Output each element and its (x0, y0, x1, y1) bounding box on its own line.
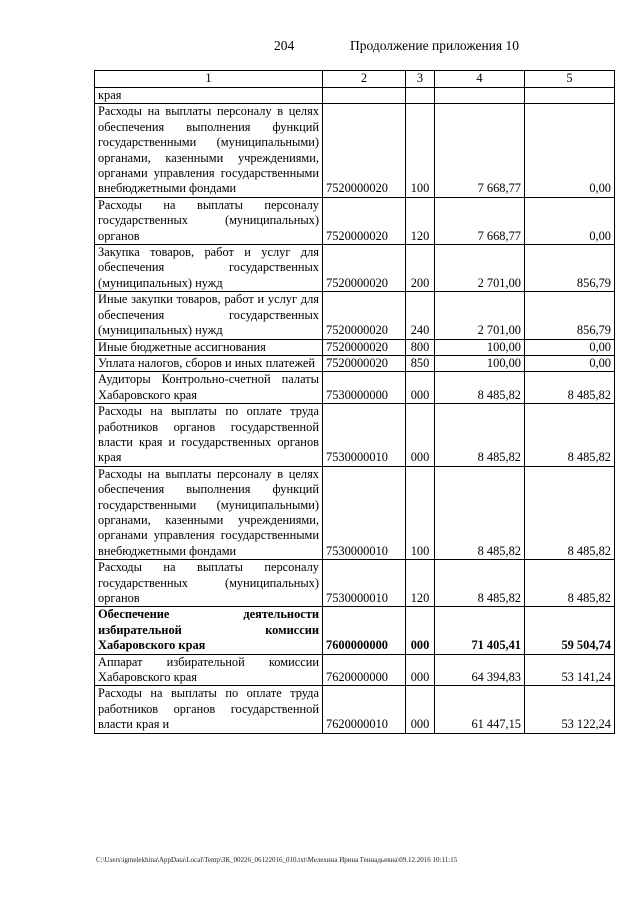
row-vr-cell (406, 88, 435, 104)
row-amount-cell: 71 405,41 (435, 607, 525, 654)
page-title: Продолжение приложения 10 (350, 38, 520, 53)
row-vr-cell: 120 (406, 197, 435, 244)
row-amount-cell: 8 485,82 (435, 404, 525, 467)
row-amount-cell: 0,00 (525, 197, 615, 244)
row-name-cell: края (95, 88, 323, 104)
row-name-cell: Уплата налогов, сборов и иных платежей (95, 355, 323, 371)
row-vr-cell: 000 (406, 404, 435, 467)
row-amount-cell: 64 394,83 (435, 654, 525, 686)
row-name-cell: Закупка товаров, работ и услуг для обеспечения государственных (муниципальных) нужд (95, 245, 323, 292)
row-vr-cell: 240 (406, 292, 435, 339)
row-code-cell: 7520000020 (323, 339, 406, 355)
row-amount-cell: 0,00 (525, 355, 615, 371)
page-number: 204 (274, 38, 295, 53)
table-row (95, 355, 615, 371)
row-code-cell: 7530000010 (323, 560, 406, 607)
row-name-cell: Аудиторы Контрольно-счетной палаты Хабаровского края (95, 372, 323, 404)
page-header (0, 38, 640, 56)
row-amount-cell: 53 141,24 (525, 654, 615, 686)
row-code-cell: 7520000020 (323, 292, 406, 339)
column-header: 4 (435, 71, 525, 88)
table-row (95, 88, 615, 104)
row-name-cell: Расходы на выплаты по оплате труда работников органов государственной власти края и (95, 686, 323, 733)
row-name-cell: Расходы на выплаты по оплате труда работников органов государственной власти края и государственных органов края (95, 404, 323, 467)
row-amount-cell (435, 88, 525, 104)
row-amount-cell: 100,00 (435, 339, 525, 355)
table-row (95, 292, 615, 339)
row-amount-cell: 0,00 (525, 339, 615, 355)
row-name-cell: Обеспечение деятельности избирательной комиссии Хабаровского края (95, 607, 323, 654)
table-row (95, 197, 615, 244)
row-vr-cell: 100 (406, 104, 435, 197)
table-row (95, 245, 615, 292)
row-amount-cell: 2 701,00 (435, 292, 525, 339)
row-code-cell: 7520000020 (323, 104, 406, 197)
row-code-cell: 7600000000 (323, 607, 406, 654)
row-amount-cell: 61 447,15 (435, 686, 525, 733)
row-name-cell: Расходы на выплаты персоналу государственных (муниципальных) органов (95, 560, 323, 607)
row-code-cell: 7530000010 (323, 466, 406, 559)
row-name-cell: Аппарат избирательной комиссии Хабаровского края (95, 654, 323, 686)
table-row (95, 686, 615, 733)
row-vr-cell: 000 (406, 607, 435, 654)
row-code-cell: 7520000020 (323, 355, 406, 371)
row-amount-cell: 856,79 (525, 245, 615, 292)
row-code-cell: 7520000020 (323, 245, 406, 292)
column-header: 2 (323, 71, 406, 88)
row-amount-cell: 8 485,82 (435, 466, 525, 559)
column-header: 5 (525, 71, 615, 88)
row-code-cell (323, 88, 406, 104)
row-vr-cell: 000 (406, 654, 435, 686)
table-row (95, 372, 615, 404)
row-amount-cell: 8 485,82 (435, 560, 525, 607)
row-code-cell: 7530000010 (323, 404, 406, 467)
budget-table (94, 70, 615, 734)
row-vr-cell: 850 (406, 355, 435, 371)
row-vr-cell: 200 (406, 245, 435, 292)
row-amount-cell: 856,79 (525, 292, 615, 339)
row-amount-cell: 53 122,24 (525, 686, 615, 733)
row-amount-cell: 8 485,82 (525, 466, 615, 559)
row-amount-cell: 100,00 (435, 355, 525, 371)
row-amount-cell (525, 88, 615, 104)
row-name-cell: Иные закупки товаров, работ и услуг для обеспечения государственных (муниципальных) нужд (95, 292, 323, 339)
row-vr-cell: 000 (406, 686, 435, 733)
table-header-row (95, 71, 615, 88)
column-header: 3 (406, 71, 435, 88)
row-name-cell: Расходы на выплаты персоналу в целях обеспечения выполнения функций государственными (муниципальными) органами, казенными учреждениями, органами управления государственными внебюджетными фондами (95, 104, 323, 197)
row-name-cell: Расходы на выплаты персоналу государственных (муниципальных) органов (95, 197, 323, 244)
row-name-cell: Расходы на выплаты персоналу в целях обеспечения выполнения функций государственными (муниципальными) органами, казенными учреждениями, органами управления государственными внебюджетными фондами (95, 466, 323, 559)
table-row (95, 339, 615, 355)
row-amount-cell: 7 668,77 (435, 197, 525, 244)
table-row (95, 466, 615, 559)
row-amount-cell: 8 485,82 (525, 404, 615, 467)
row-vr-cell: 120 (406, 560, 435, 607)
row-amount-cell: 8 485,82 (435, 372, 525, 404)
row-amount-cell: 7 668,77 (435, 104, 525, 197)
row-code-cell: 7520000020 (323, 197, 406, 244)
row-amount-cell: 59 504,74 (525, 607, 615, 654)
row-code-cell: 7620000010 (323, 686, 406, 733)
table-row (95, 654, 615, 686)
row-code-cell: 7530000000 (323, 372, 406, 404)
row-name-cell: Иные бюджетные ассигнования (95, 339, 323, 355)
row-amount-cell: 8 485,82 (525, 560, 615, 607)
row-code-cell: 7620000000 (323, 654, 406, 686)
table-row (95, 560, 615, 607)
row-vr-cell: 800 (406, 339, 435, 355)
column-header: 1 (95, 71, 323, 88)
table-row (95, 404, 615, 467)
row-vr-cell: 000 (406, 372, 435, 404)
document-footer-path: C:\Users\igmelekhina\AppData\Local\Temp\ЗК_00226_06122016_010.txt\Мелехина Ирина Геннадьевна\09.12.2016 10:11:15 (96, 856, 458, 864)
table-row (95, 607, 615, 654)
row-amount-cell: 8 485,82 (525, 372, 615, 404)
table-row (95, 104, 615, 197)
row-amount-cell: 0,00 (525, 104, 615, 197)
row-amount-cell: 2 701,00 (435, 245, 525, 292)
row-vr-cell: 100 (406, 466, 435, 559)
